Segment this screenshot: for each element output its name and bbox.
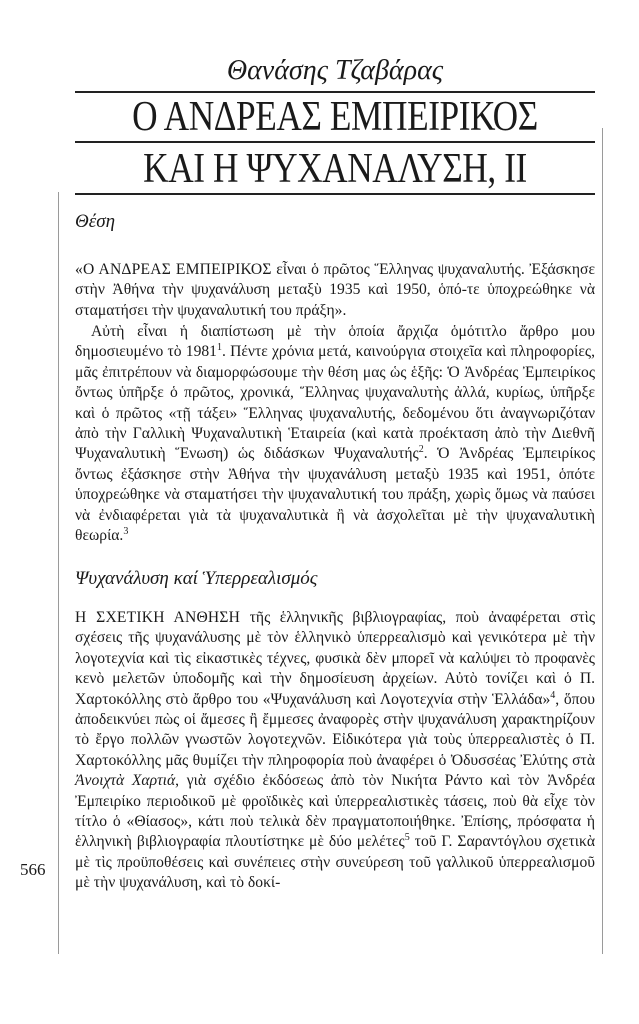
paragraph-3-text-b: , ὅπου ἀποδεικνύει πὼς οἱ ἄμεσες ἢ ἔμμεσες ἀναφορὲς στὴν ψυχανάλυση χαρακτηρίζουν τὸ ἔργο πολλῶν γνωστῶν λογοτεχνῶν. Εἰδικότερα γιὰ τοὺς ὑπερρεαλιστὲς ὁ Π. Χαρτοκόλλης μᾶς θυμίζει τὴν πληροφορία ποὺ ἀναφέρει ὁ Ὀδυσσέας Ἐλύτης στὰ bbox=[75, 690, 596, 769]
left-margin-rule bbox=[58, 192, 59, 954]
paragraph-1-lead: «Ο ΑΝΔΡΕΑΣ ΕΜΠΕΙΡΙΚΟΣ bbox=[75, 261, 272, 278]
paragraph-1 bbox=[75, 260, 595, 321]
paragraph-2-text-b: . Πέντε χρόνια μετά, καινούργια στοιχεῖα καὶ πληροφορίες, μᾶς ἐπιτρέπουν νὰ διαμορφώσουμε τὴν θέση μας ὡς ἑξῆς: Ὁ Ἀνδρέας Ἐμπειρίκος ὄντως ὑπῆρξε ὁ πρῶτος, χρονικά, Ἕλληνας ψυχαναλυτὴς ἀλλά, κυρίως, ὑπῆρξε καὶ ὁ πρῶτος «τῇ τάξει» Ἕλληνας ψυχαναλυτής, δεδομένου ὅτι ἀναγνωριζόταν ἀπὸ τὴν Γαλλικὴ Ψυχαναλυτικὴ Ἑταιρεία (καὶ κατὰ προέκταση ἀπὸ τὴν Διεθνῆ Ψυχαναλυτικὴ Ἕνωση) ὡς διδάσκων Ψυχαναλυτής bbox=[75, 343, 595, 463]
author-name: Θανάσης Τζαβάρας bbox=[226, 55, 444, 86]
footnote-ref-2: 2 bbox=[418, 444, 424, 456]
paragraph-2-text-a: Αὐτὴ εἶναι ἡ διαπίστωση μὲ τὴν ὁποία ἄρχιζα ὁμότιτλο ἄρθρο μου δημοσιευμένο τὸ 1981 bbox=[75, 323, 595, 361]
section-heading-thesis: Θέση bbox=[75, 211, 116, 232]
paragraph-3-lead: Η ΣΧΕΤΙΚΗ ΑΝΘΗΣΗ bbox=[75, 609, 241, 626]
title-line-2: ΚΑΙ Η ΨΥΧΑΝΑΛΥΣΗ, ΙΙ bbox=[143, 146, 527, 192]
title-rule-middle bbox=[75, 141, 595, 143]
footnote-ref-4: 4 bbox=[550, 689, 556, 701]
paragraph-3-text-d: τοῦ Γ. Σαραντόγλου σχετικὰ μὲ τὶς προϋποθέσεις καὶ συνέπειες στὴν συνεύρεση τοῦ γαλλικοῦ ὑπερρεαλισμοῦ μὲ τὴν ψυχανάλυση, καὶ τὸ δοκί- bbox=[75, 833, 595, 892]
right-margin-rule bbox=[602, 128, 603, 954]
paragraph-2-text-c: . Ὁ Ἀνδρέας Ἐμπειρίκος ὄντως ἐξάσκησε στὴν Ἀθήνα τὴν ψυχανάλυση μεταξὺ 1935 καὶ 1951, ὁπότε ὑποχρεώθηκε νὰ σταματήσει τὴν ψυχαναλυτική του πράξη, χωρὶς ὅμως νὰ παύσει νὰ ἐνδιαφέρεται γιὰ τὰ ψυχαναλυτικὰ ἢ νὰ ἀσχολεῖται μὲ τὴν ψυχαναλυτικὴ θεωρία. bbox=[75, 445, 595, 545]
paragraph-3 bbox=[75, 608, 595, 894]
footnote-ref-3: 3 bbox=[123, 525, 129, 537]
paragraph-1-text: εἶναι ὁ πρῶτος Ἕλληνας ψυχαναλυτής. Ἐξάσκησε στὴν Ἀθήνα τὴν ψυχανάλυση μεταξὺ 1935 καὶ 1950, ὁπό-τε ὑποχρεώθηκε νὰ σταματήσει τὴν ψυχαναλυτική του πράξη». bbox=[75, 261, 596, 319]
footnote-ref-5: 5 bbox=[404, 832, 410, 844]
title-line-1: Ο ΑΝΔΡΕΑΣ ΕΜΠΕΙΡΙΚΟΣ bbox=[132, 94, 538, 140]
section-heading-psychoanalysis-surrealism: Ψυχανάλυση καί Ὑπερρεαλισμός bbox=[75, 568, 318, 589]
footnote-ref-1: 1 bbox=[216, 342, 222, 354]
page-number: 566 bbox=[20, 860, 46, 879]
paragraph-2 bbox=[75, 322, 595, 546]
title-rule-bottom bbox=[75, 193, 595, 195]
paragraph-3-text-a: τῆς ἑλληνικῆς βιβλιογραφίας, ποὺ ἀναφέρεται στὶς σχέσεις τῆς ψυχανάλυσης μὲ τὸν ἑλληνικὸ ὑπερρεαλισμὸ καὶ γενικότερα μὲ τὴν λογοτεχνία καὶ τὶς εἰκαστικὲς τέχνες, φυσικὰ δὲν μπορεῖ νὰ καλύψει τὸ προφανὲς κενὸ μελετῶν ὑποδομῆς καὶ τὴν δημοσίευση ἀρχείων. Αὐτὸ τονίζει καὶ ὁ Π. Χαρτοκόλλης στὸ ἄρθρο του «Ψυχανάλυση καὶ Λογοτεχνία στὴν Ἑλλάδα» bbox=[75, 609, 595, 708]
book-title: Ἀνοιχτὰ Χαρτιά bbox=[75, 772, 176, 790]
paragraph-3-text-c: , γιὰ σχέδιο ἐκδόσεως ἀπὸ τὸν Νικήτα Ράντο καὶ τὸν Ἀνδρέα Ἐμπειρίκο περιοδικοῦ μὲ φροϊδικὲς καὶ ὑπερρεαλιστικὲς τάσεις, ποὺ θὰ εἶχε τὸν τίτλο ὁ «Θίασος», κάτι ποὺ τελικὰ δὲν πραγματοποιήθηκε. Ἐπίσης, πρόσφατα ἡ ἑλληνικὴ βιβλιογραφία πλουτίστηκε μὲ δύο μελέτες bbox=[75, 772, 595, 851]
